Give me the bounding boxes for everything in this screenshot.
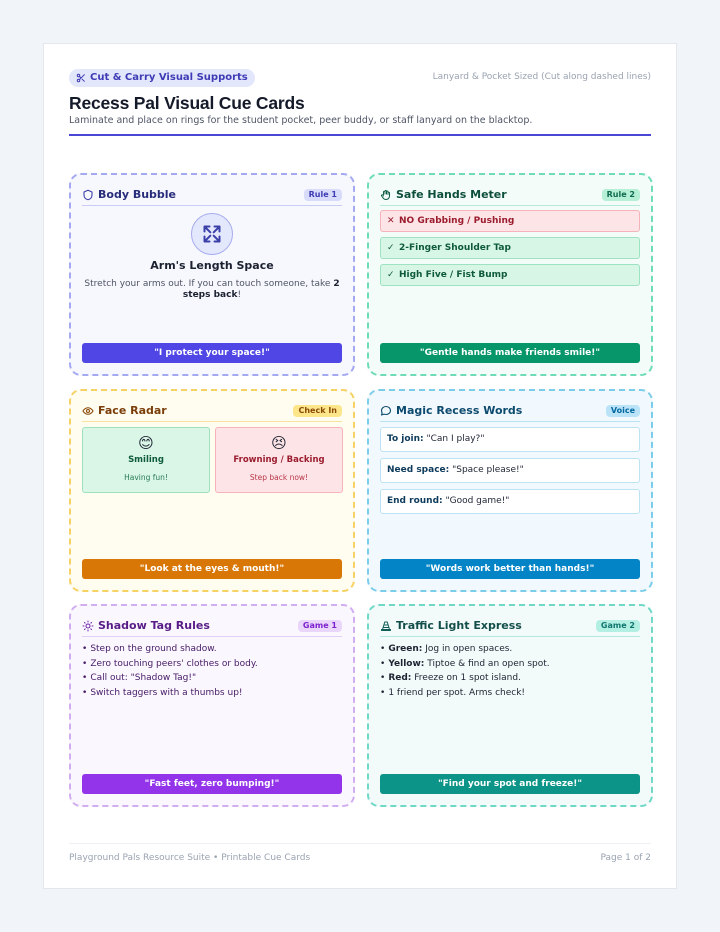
card-header xyxy=(380,400,640,422)
magic-word-item: End round: "Good game!" xyxy=(380,489,640,514)
frowning-face-icon: 😣 xyxy=(271,434,287,452)
card-header xyxy=(82,184,342,206)
face-sublabel: Step back now! xyxy=(249,473,309,482)
card-title: Body Bubble xyxy=(98,188,177,201)
card-body-bubble xyxy=(69,173,355,376)
magic-word-item: Need space: "Space please!" xyxy=(380,458,640,483)
face-smiling xyxy=(82,427,210,493)
top-bar xyxy=(69,69,651,87)
card-badge: Game 1 xyxy=(298,620,342,632)
check-mark-icon: ✓ xyxy=(387,270,395,280)
face-sublabel: Having fun! xyxy=(124,473,168,482)
hand-icon xyxy=(380,189,392,201)
arms-length-graphic xyxy=(191,213,233,255)
face-frowning xyxy=(215,427,343,493)
page-footer xyxy=(69,843,651,863)
page-subtitle: Laminate and place on rings for the student pocket, peer buddy, or staff lanyard on the blacktop. xyxy=(69,115,533,126)
card-face-radar xyxy=(69,389,355,592)
cut-instructions: Lanyard & Pocket Sized (Cut along dashed lines) xyxy=(432,72,651,82)
magic-word-item: To join: "Can I play?" xyxy=(380,427,640,452)
list-item: • 1 friend per spot. Arms check! xyxy=(380,686,640,701)
hands-item-label: 2-Finger Shoulder Tap xyxy=(399,243,511,253)
category-tag xyxy=(69,69,255,87)
card-header xyxy=(380,615,640,637)
card-footer-phrase: "Find your spot and freeze!" xyxy=(380,774,640,794)
footer-suite-name: Playground Pals Resource Suite • Printable Cue Cards xyxy=(69,853,311,863)
title-divider xyxy=(69,134,651,136)
scissors-icon xyxy=(76,73,86,83)
list-item: • Zero touching peers' clothes or body. xyxy=(82,657,342,672)
card-badge: Game 2 xyxy=(596,620,640,632)
check-mark-icon: ✓ xyxy=(387,243,395,253)
card-title: Shadow Tag Rules xyxy=(98,619,210,632)
worksheet-page xyxy=(43,43,677,889)
card-header xyxy=(82,615,342,637)
smiling-face-icon: 😊 xyxy=(138,434,154,452)
card-shadow-tag xyxy=(69,604,355,807)
hands-item-no xyxy=(380,210,640,232)
list-item: • Call out: "Shadow Tag!" xyxy=(82,671,342,686)
hands-item-label: NO Grabbing / Pushing xyxy=(399,216,515,226)
page-title: Recess Pal Visual Cue Cards xyxy=(69,93,305,113)
card-title: Safe Hands Meter xyxy=(396,188,507,201)
list-item: • Green: Jog in open spaces. xyxy=(380,642,640,657)
card-footer-phrase: "Words work better than hands!" xyxy=(380,559,640,579)
rules-list xyxy=(82,642,342,700)
card-footer-phrase: "Fast feet, zero bumping!" xyxy=(82,774,342,794)
list-item: • Switch taggers with a thumbs up! xyxy=(82,686,342,701)
shield-icon xyxy=(82,189,94,201)
list-item: • Red: Freeze on 1 spot island. xyxy=(380,671,640,686)
card-safe-hands xyxy=(367,173,653,376)
traffic-light-list xyxy=(380,642,640,700)
card-badge: Voice xyxy=(606,405,640,417)
card-badge: Check In xyxy=(293,405,342,417)
card-header xyxy=(380,184,640,206)
card-badge: Rule 2 xyxy=(602,189,640,201)
hands-item-yes xyxy=(380,237,640,259)
card-traffic-light xyxy=(367,604,653,807)
eye-icon xyxy=(82,405,94,417)
speech-bubble-icon xyxy=(380,405,392,417)
sun-icon xyxy=(82,620,94,632)
card-heading: Arm's Length Space xyxy=(150,259,274,272)
card-badge: Rule 1 xyxy=(304,189,342,201)
card-title: Face Radar xyxy=(98,404,167,417)
card-title: Magic Recess Words xyxy=(396,404,523,417)
hands-item-label: High Five / Fist Bump xyxy=(399,270,508,280)
card-magic-words xyxy=(367,389,653,592)
list-item: • Step on the ground shadow. xyxy=(82,642,342,657)
page-number: Page 1 of 2 xyxy=(600,853,651,863)
card-description: Stretch your arms out. If you can touch someone, take 2 steps back! xyxy=(84,279,340,300)
traffic-cone-icon xyxy=(380,620,392,632)
category-tag-label: Cut & Carry Visual Supports xyxy=(90,72,248,83)
list-item: • Yellow: Tiptoe & find an open spot. xyxy=(380,657,640,672)
hands-item-yes xyxy=(380,264,640,286)
card-footer-phrase: "Gentle hands make friends smile!" xyxy=(380,343,640,363)
card-title: Traffic Light Express xyxy=(396,619,522,632)
face-label: Smiling xyxy=(128,455,164,465)
face-label: Frowning / Backing xyxy=(233,455,325,465)
card-footer-phrase: "Look at the eyes & mouth!" xyxy=(82,559,342,579)
x-mark-icon: ✕ xyxy=(387,216,395,226)
card-footer-phrase: "I protect your space!" xyxy=(82,343,342,363)
card-header xyxy=(82,400,342,422)
expand-arrows-icon xyxy=(202,224,222,244)
